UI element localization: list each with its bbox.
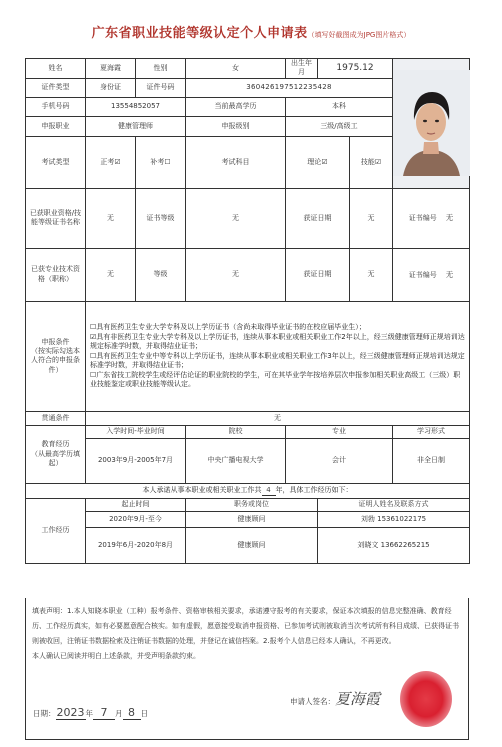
work-commit-before: 本人承诺从事本职业或相关职业工作共 <box>142 485 262 494</box>
birth-value: 1975.12 <box>318 59 393 79</box>
cert-level-value: 无 <box>186 188 286 248</box>
edu-school-value: 中央广播电视大学 <box>186 438 286 483</box>
apply-level-value: 三级/高级工 <box>286 116 393 136</box>
path-value: 无 <box>86 411 470 425</box>
condition-item-1: ☐具有医药卫生专业大学专科及以上学历证书（含尚未取得毕业证书的在校应届毕业生）； <box>90 323 366 332</box>
edu-header-school: 院校 <box>186 425 286 438</box>
portrait-image <box>393 70 470 176</box>
edu-mode-value: 非全日制 <box>393 438 470 483</box>
id-number-label: 证件号码 <box>136 78 186 97</box>
cert-number-value: 无 <box>445 213 454 223</box>
signature-area <box>290 688 380 709</box>
date-day-suffix: 日 <box>140 709 148 718</box>
phone-value: 13554852057 <box>86 97 186 116</box>
cert-number-cell <box>393 188 470 248</box>
conditions-list <box>86 301 470 411</box>
exam-type-label: 考试类型 <box>26 136 86 188</box>
condition-item-4: ☐广东省技工院校学生或经评估论证的职业院校的学生，可在其毕业学年按培养层次申报参加相关职业高级工（三级）职业技能鉴定或职业技能等级认定。 <box>90 370 461 388</box>
id-number-value: 360426197512235428 <box>186 78 393 97</box>
vocational-cert-label: 已获职业资格/技能等级证书名称 <box>26 188 86 248</box>
condition-item-2: ☑具有非医药卫生专业大学专科及以上学历证书，连续从事本职业或相关职业工作2年以上，经三级健康管理师正规培训达规定标准学时数，并取得结业证书； <box>90 332 465 351</box>
applicant-photo <box>393 59 470 189</box>
conditions-label-cell <box>26 301 86 411</box>
gender-value: 女 <box>186 59 286 79</box>
tech-cert-number-cell <box>393 248 470 301</box>
education-history-label: 教育经历 <box>41 440 70 449</box>
application-form-table <box>25 58 470 564</box>
form-subtitle: （填写好截图成为JPG图片格式） <box>307 31 411 39</box>
work-header-reference: 证明人姓名及联系方式 <box>318 498 470 511</box>
exam-subject-label: 考试科目 <box>186 136 286 188</box>
date-label: 日期： <box>33 709 56 718</box>
work-commit-years: 4 <box>262 486 276 496</box>
declaration-confirm: 本人确认已阅读并明白上述条款，并受声明条款约束。 <box>32 652 200 660</box>
education-history-hint: （从最高学历填起） <box>31 449 80 468</box>
work-position-2: 健康顾问 <box>186 527 318 563</box>
job-value: 健康管理师 <box>86 116 186 136</box>
job-label: 申报职业 <box>26 116 86 136</box>
cert-level-label: 证书等级 <box>136 188 186 248</box>
gender-label: 性别 <box>136 59 186 79</box>
edu-major-value: 会计 <box>286 438 393 483</box>
exam-normal-checkbox: 正考☑ <box>86 136 136 188</box>
education-level-label: 当前最高学历 <box>186 97 286 116</box>
apply-level-label: 申报级别 <box>186 116 286 136</box>
work-commit-cell <box>26 483 470 498</box>
issue-date-label: 获证日期 <box>286 188 350 248</box>
edu-header-mode: 学习形式 <box>393 425 470 438</box>
conditions-hint: （按实际勾选本人符合的申报条件） <box>31 346 80 374</box>
work-reference-1: 刘勃 15361022175 <box>318 511 470 527</box>
signature-label: 申请人签名： <box>290 697 335 706</box>
tech-issue-date-label: 获证日期 <box>286 248 350 301</box>
vocational-cert-value: 无 <box>86 188 136 248</box>
path-label: 贯通条件 <box>26 411 86 425</box>
work-reference-2: 刘晓文 13662265215 <box>318 527 470 563</box>
id-type-label: 证件类型 <box>26 78 86 97</box>
fingerprint-stamp <box>400 671 452 727</box>
education-history-label-cell <box>26 425 86 483</box>
date-month: 7 <box>93 706 115 720</box>
handwritten-signature: 夏海霞 <box>335 690 381 708</box>
tech-cert-number-label: 证书编号 <box>408 270 437 279</box>
cert-number-label: 证书编号 <box>408 214 437 223</box>
conditions-label: 申报条件 <box>41 337 70 346</box>
tech-level-label: 等级 <box>136 248 186 301</box>
tech-level-value: 无 <box>186 248 286 301</box>
work-header-period: 起止时间 <box>86 498 186 511</box>
edu-header-period: 入学时间-毕业时间 <box>86 425 186 438</box>
date-day: 8 <box>123 706 141 720</box>
work-history-label: 工作经历 <box>26 498 86 563</box>
exam-skill-checkbox: 技能☑ <box>350 136 393 188</box>
education-level-value: 本科 <box>286 97 393 116</box>
date-area <box>33 706 148 720</box>
edu-period-value: 2003年9月-2005年7月 <box>86 438 186 483</box>
edu-header-major: 专业 <box>286 425 393 438</box>
phone-label: 手机号码 <box>26 97 86 116</box>
name-value: 夏海霞 <box>86 59 136 79</box>
tech-cert-number-value: 无 <box>445 269 454 279</box>
id-type-value: 身份证 <box>86 78 136 97</box>
work-period-1: 2020年9月-至今 <box>86 511 186 527</box>
birth-label: 出生年月 <box>286 59 318 79</box>
exam-theory-checkbox: 理论☑ <box>286 136 350 188</box>
condition-item-3: ☐具有医药卫生专业中等专科以上学历证书，连续从事本职业或相关职业工作3年以上，经三级健康管理师正规培训达规定标准学时数，并取得结业证书； <box>90 351 465 370</box>
date-year: 2023 <box>56 706 85 719</box>
issue-date-value: 无 <box>350 188 393 248</box>
declaration-text: 填表声明：1.本人知晓本职业（工种）报考条件、资格审核相关要求，承诺遵守报考的有关要求，保证本次填报的信息完整准确、教育经历、工作经历真实，如有必要愿意配合核实。如有虚假，愿意接受取消申报资格、已参加考试则被取消当次考试所有科目成绩、已获得证书则被收回，注销证书数据检索及注销证书数据的处理，并登记在诚信档案。2.报考个人信息已经本人确认，不再更改。 <box>32 607 459 645</box>
form-title: 广东省职业技能等级认定个人申请表 <box>91 26 308 41</box>
name-label: 姓名 <box>26 59 86 79</box>
tech-issue-date-value: 无 <box>350 248 393 301</box>
tech-cert-value: 无 <box>86 248 136 301</box>
work-header-position: 职务或岗位 <box>186 498 318 511</box>
date-month-suffix: 月 <box>115 709 123 718</box>
tech-cert-label: 已获专业技术资格（职称） <box>26 248 86 301</box>
date-year-suffix: 年 <box>85 709 93 718</box>
form-title-block <box>0 22 502 41</box>
work-position-1: 健康顾问 <box>186 511 318 527</box>
work-commit-after: 年，具体工作经历如下： <box>275 485 353 494</box>
work-period-2: 2019年6月-2020年8月 <box>86 527 186 563</box>
exam-makeup-checkbox: 补考☐ <box>136 136 186 188</box>
